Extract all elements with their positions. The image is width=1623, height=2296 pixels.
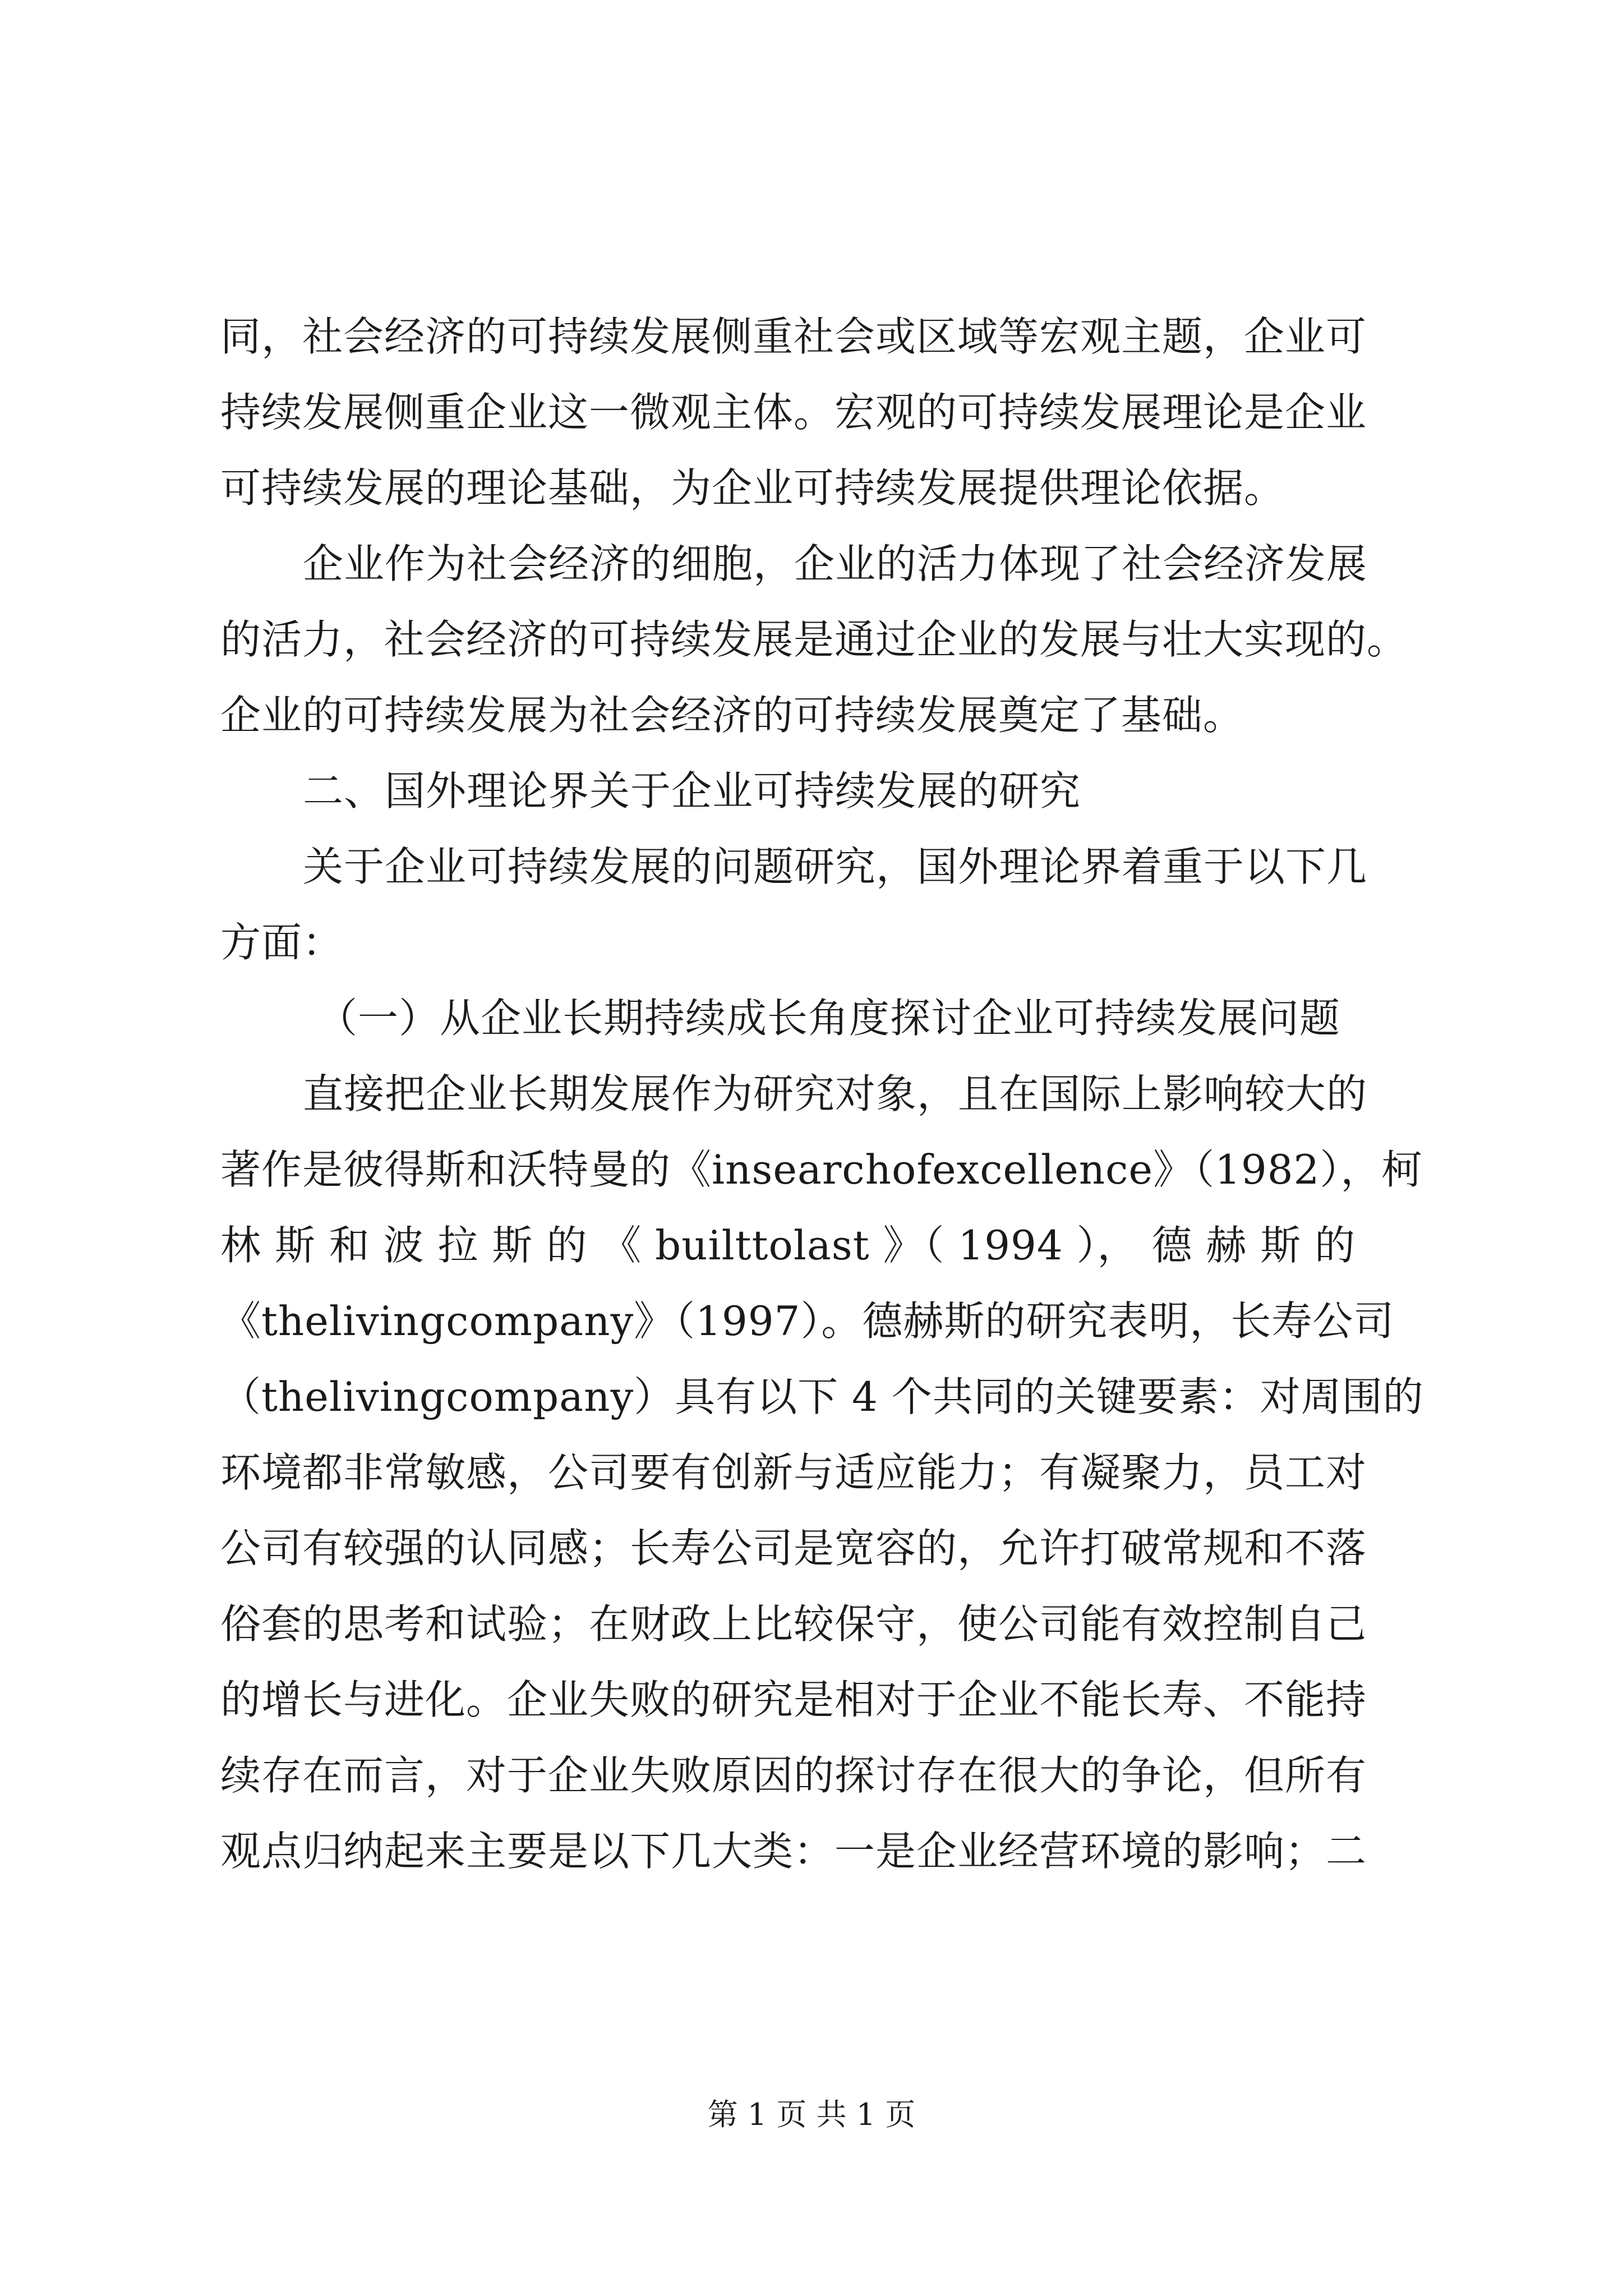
section-heading: 二、国外理论界关于企业可持续发展的研究 bbox=[303, 767, 1081, 815]
paragraph-line: 关于企业可持续发展的问题研究，国外理论界着重于以下几 bbox=[303, 843, 1368, 890]
paragraph-line: 公司有较强的认同感；长寿公司是宽容的，允许打破常规和不落 bbox=[220, 1525, 1367, 1572]
paragraph-line: 环境都非常敏感，公司要有创新与适应能力；有凝聚力，员工对 bbox=[220, 1449, 1367, 1496]
paragraph-line: 著作是彼得斯和沃特曼的《insearchofexcellence》（1982），柯 bbox=[220, 1146, 1423, 1193]
paragraph-line: 续存在而言，对于企业失败原因的探讨存在很大的争论，但所有 bbox=[220, 1752, 1367, 1799]
sub-heading: （一）从企业长期持续成长角度探讨企业可持续发展问题 bbox=[317, 995, 1341, 1042]
paragraph-line: 林 斯 和 波 拉 斯 的 《 builttolast 》（ 1994 ）， 德 赫 斯 的 bbox=[220, 1222, 1356, 1269]
paragraph-line: 直接把企业长期发展作为研究对象，且在国际上影响较大的 bbox=[303, 1070, 1368, 1117]
paragraph-line: 《thelivingcompany》（1997）。德赫斯的研究表明，长寿公司 bbox=[220, 1297, 1395, 1345]
paragraph-line: （thelivingcompany）具有以下 4 个共同的关键要素：对周围的 bbox=[220, 1373, 1424, 1420]
paragraph-line: 俗套的思考和试验；在财政上比较保守，使公司能有效控制自己 bbox=[220, 1600, 1367, 1648]
paragraph-line: 企业作为社会经济的细胞，企业的活力体现了社会经济发展 bbox=[303, 540, 1368, 587]
paragraph-line: 可持续发展的理论基础，为企业可持续发展提供理论依据。 bbox=[220, 464, 1285, 512]
paragraph-line: 的活力，社会经济的可持续发展是通过企业的发展与壮大实现的。 bbox=[220, 616, 1408, 663]
paragraph-line: 同，社会经济的可持续发展侧重社会或区域等宏观主题，企业可 bbox=[220, 313, 1367, 360]
page-footer: 第 1 页 共 1 页 bbox=[707, 2097, 916, 2132]
paragraph-line: 方面： bbox=[220, 919, 344, 966]
paragraph-line: 企业的可持续发展为社会经济的可持续发展奠定了基础。 bbox=[220, 692, 1244, 739]
paragraph-line: 观点归纳起来主要是以下几大类：一是企业经营环境的影响；二 bbox=[220, 1828, 1367, 1875]
paragraph-line: 持续发展侧重企业这一微观主体。宏观的可持续发展理论是企业 bbox=[220, 389, 1367, 436]
paragraph-line: 的增长与进化。企业失败的研究是相对于企业不能长寿、不能持 bbox=[220, 1676, 1367, 1723]
